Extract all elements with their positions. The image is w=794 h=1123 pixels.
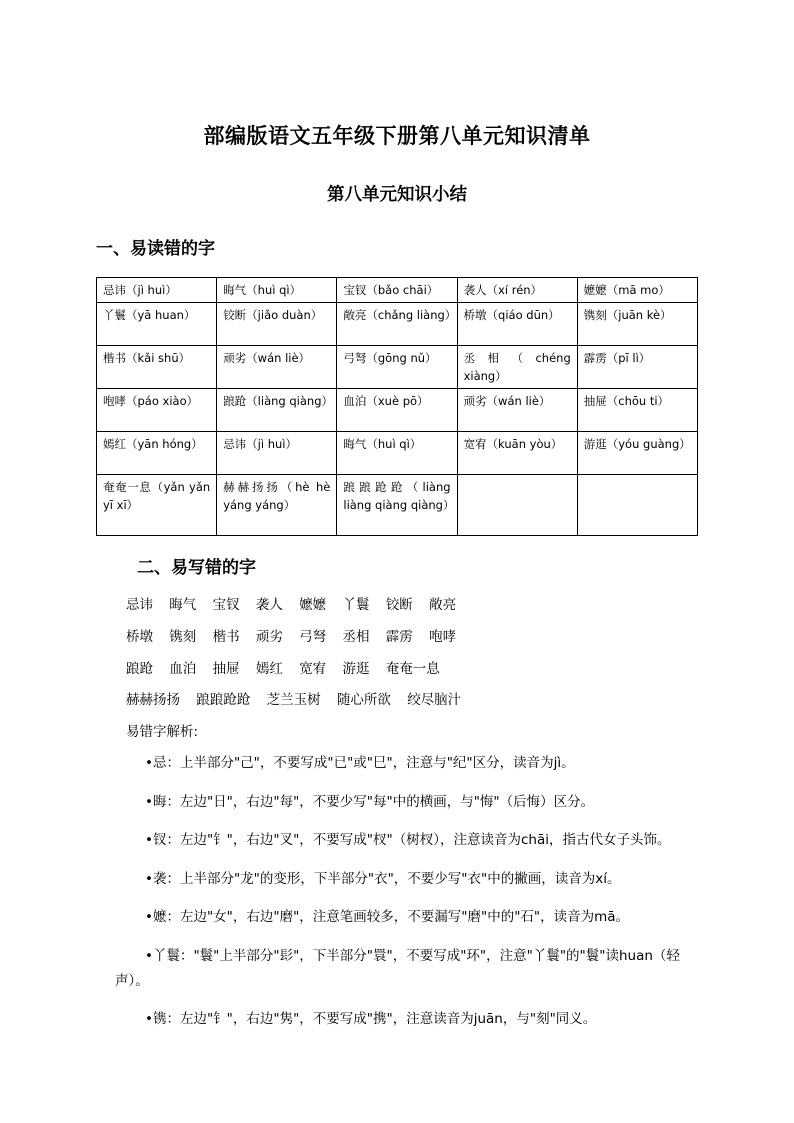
table-cell: 铰断（jiǎo duàn） — [217, 303, 337, 346]
word: 丫鬟 — [342, 597, 370, 613]
list-item — [126, 688, 686, 720]
table-cell: 敞亮（chǎng liàng） — [337, 303, 457, 346]
table-cell: 霹雳（pī lì） — [577, 346, 697, 389]
misread-words-table — [96, 277, 698, 536]
table-cell: 晦气（huì qì） — [217, 278, 337, 303]
table-row — [97, 432, 698, 475]
analysis-item: •袭：上半部分"龙"的变形，下半部分"衣"，不要少写"衣"中的撇画，读音为xí。 — [145, 870, 621, 887]
table-cell: 袭人（xí rén） — [457, 278, 577, 303]
table-cell: 宝钗（bǎo chāi） — [337, 278, 457, 303]
page-subtitle: 第八单元知识小结 — [327, 185, 467, 205]
table-cell: 宽宥（kuān yòu） — [457, 432, 577, 475]
page-title: 部编版语文五年级下册第八单元知识清单 — [203, 124, 591, 148]
word: 芝兰玉树 — [266, 692, 321, 709]
analysis-list — [115, 751, 705, 1046]
word: 顽劣 — [255, 628, 283, 645]
table-cell: 嬷嬷（mā mo） — [577, 278, 697, 303]
word: 霹雳 — [385, 628, 413, 645]
table-cell — [577, 475, 697, 536]
word: 铰断 — [385, 597, 413, 613]
word: 桥墩 — [126, 628, 153, 645]
word: 晦气 — [169, 597, 197, 613]
table-cell: 丞相（chéng xiàng） — [457, 346, 577, 389]
table-cell: 嫣红（yān hóng） — [97, 432, 217, 475]
table-cell: 丫鬟（yā huan） — [97, 303, 217, 346]
word: 丞相 — [342, 628, 370, 645]
word: 弓弩 — [299, 628, 327, 645]
table-row — [97, 346, 698, 389]
word: 袭人 — [255, 597, 283, 613]
word: 宝钗 — [212, 597, 240, 613]
table-row — [97, 389, 698, 432]
table-cell: 奄奄一息（yǎn yǎn yī xī） — [97, 475, 217, 536]
table-cell: 顽劣（wán liè） — [217, 346, 337, 389]
table-cell: 晦气（huì qì） — [337, 432, 457, 475]
word: 游逛 — [342, 660, 370, 677]
list-item — [126, 593, 686, 625]
table-cell: 弓弩（gōng nǔ） — [337, 346, 457, 389]
table-cell: 咆哮（páo xiào） — [97, 389, 217, 432]
word: 宽宥 — [299, 660, 327, 677]
analysis-item: •丫鬟："鬟"上半部分"髟"，下半部分"睘"，不要写成"环"，注意"丫鬟"的"鬟"读huan（轻声）。 — [115, 947, 680, 989]
table-cell: 桥墩（qiáo dūn） — [457, 303, 577, 346]
table-cell: 忌讳（jì huì） — [217, 432, 337, 475]
miswritten-words-list — [126, 593, 686, 720]
analysis-title: 易错字解析: — [126, 724, 199, 740]
table-cell: 顽劣（wán liè） — [457, 389, 577, 432]
list-item — [126, 657, 686, 689]
word: 镌刻 — [169, 628, 197, 645]
table-cell: 忌讳（jì huì） — [97, 278, 217, 303]
table-cell: 踉跄（liàng qiàng） — [217, 389, 337, 432]
word: 踉跄 — [126, 660, 153, 677]
analysis-item: •嬷：左边"女"，右边"磨"，注意笔画较多，不要漏写"磨"中的"石"，读音为mā。 — [145, 909, 630, 925]
analysis-item: •镌：左边"钅"，右边"隽"，不要写成"携"，注意读音为juān，与"刻"同义。 — [145, 1011, 597, 1027]
analysis-item: •晦：左边"日"，右边"每"，不要少写"每"中的横画，与"悔"（后悔）区分。 — [145, 793, 595, 810]
table-row — [97, 278, 698, 303]
table-cell: 镌刻（juān kè） — [577, 303, 697, 346]
word: 嬷嬷 — [299, 597, 327, 613]
word: 嫣红 — [255, 660, 283, 677]
table-row — [97, 303, 698, 346]
table-cell: 赫赫扬扬（hè hè yáng yáng） — [217, 475, 337, 536]
analysis-item: •钗：左边"钅"，右边"叉"，不要写成"杈"（树杈），注意读音为chāi，指古代女子头饰。 — [145, 832, 671, 848]
analysis-item: •忌：上半部分"己"，不要写成"已"或"巳"，注意与"纪"区分，读音为jì。 — [145, 755, 575, 771]
table-cell: 抽屉（chōu ti） — [577, 389, 697, 432]
word: 血泊 — [169, 660, 197, 677]
table-cell — [457, 475, 577, 536]
section-heading-easy-misread: 一、易读错的字 — [96, 239, 215, 259]
word: 抽屉 — [212, 660, 240, 677]
table-cell: 游逛（yóu guàng） — [577, 432, 697, 475]
word: 楷书 — [212, 628, 240, 645]
word: 忌讳 — [126, 597, 153, 613]
word: 奄奄一息 — [385, 660, 440, 677]
word: 绞尽脑汁 — [407, 692, 462, 709]
word: 随心所欲 — [336, 692, 391, 709]
table-row — [97, 475, 698, 536]
word: 咆哮 — [429, 628, 457, 645]
list-item — [126, 625, 686, 657]
table-cell: 楷书（kǎi shū） — [97, 346, 217, 389]
word: 敞亮 — [429, 597, 457, 613]
table-cell: 血泊（xuè pō） — [337, 389, 457, 432]
word: 赫赫扬扬 — [126, 692, 180, 709]
word: 踉踉跄跄 — [196, 692, 251, 709]
section-heading-easy-miswrite: 二、易写错的字 — [137, 558, 256, 578]
table-cell: 踉踉跄跄（liàng liàng qiàng qiàng） — [337, 475, 457, 536]
